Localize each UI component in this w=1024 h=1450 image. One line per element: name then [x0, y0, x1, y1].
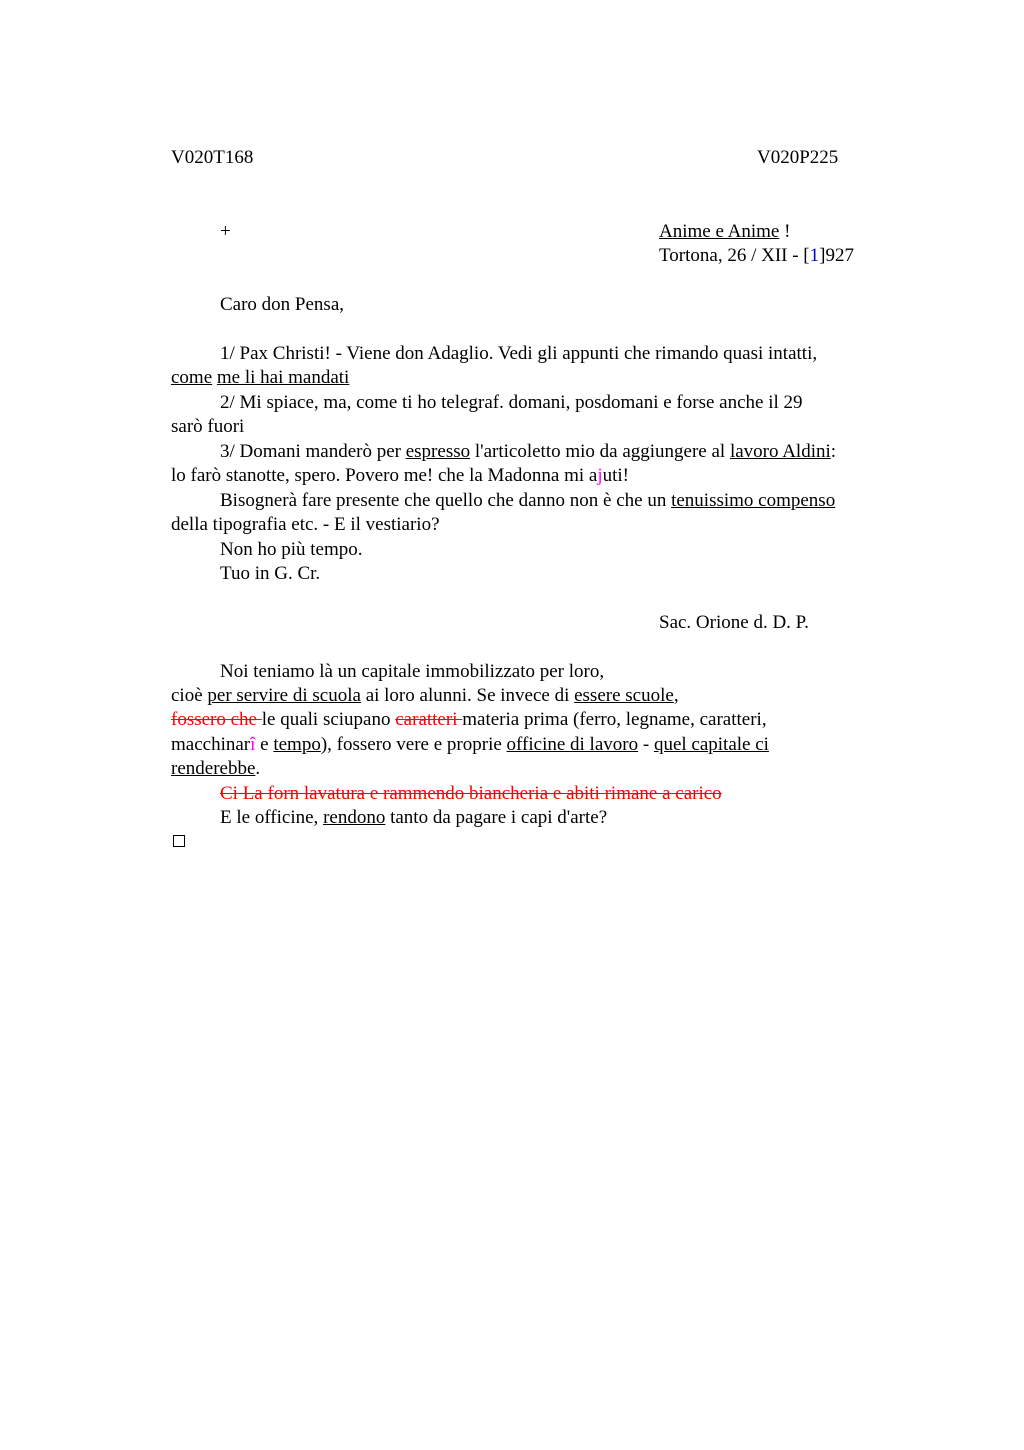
document-code-right: V020P225 — [757, 147, 839, 168]
date-editorial-digit: 1 — [809, 245, 820, 266]
postscript-line-3 — [171, 708, 767, 732]
text: : — [830, 441, 837, 462]
postscript-line-2 — [171, 684, 679, 708]
text: ), fossero vere e proprie — [320, 734, 507, 755]
text: . — [255, 758, 261, 779]
signature: Sac. Orione d. D. P. — [659, 612, 809, 633]
date-prefix: Tortona, 26 / XII - [ — [659, 245, 810, 266]
editorial-correction: j — [597, 465, 603, 486]
paragraph-1-line-2 — [171, 366, 349, 390]
document-code-left: V020T168 — [171, 147, 254, 168]
underlined-text: essere scuole — [574, 685, 674, 706]
text: - — [638, 734, 654, 755]
text: tanto da pagare i capi d'arte? — [385, 807, 608, 828]
letter-date — [659, 244, 854, 268]
cross-mark: + — [220, 221, 231, 242]
underlined-text: espresso — [405, 441, 471, 462]
text: e — [255, 734, 274, 755]
postscript-line-1: Noi teniamo là un capitale immobilizzato per loro, — [220, 661, 605, 682]
paragraph-4-line-1 — [220, 489, 835, 513]
motto-text: Anime e Anime — [659, 221, 780, 242]
underlined-text: me li hai mandati — [216, 367, 350, 388]
closing: Tuo in G. Cr. — [220, 563, 321, 584]
text: , — [673, 685, 679, 706]
text: cioè — [171, 685, 208, 706]
motto-suffix: ! — [779, 221, 791, 242]
text: 3/ Domani manderò per — [220, 441, 406, 462]
paragraph-3-line-1 — [220, 440, 836, 464]
date-suffix: ]927 — [819, 245, 854, 266]
deleted-text: caratteri — [395, 709, 463, 730]
text: lo farò stanotte, spero. Povero me! che la Madonna mi a — [171, 465, 598, 486]
postscript-line-4 — [171, 733, 769, 757]
underlined-text: tempo — [273, 734, 321, 755]
end-of-document-box-icon — [173, 835, 185, 847]
underlined-text: tenuissimo compenso — [671, 490, 836, 511]
text: le quali sciupano — [261, 709, 396, 730]
postscript-line-7 — [220, 806, 607, 830]
paragraph-4-line-2: della tipografia etc. - E il vestiario? — [171, 514, 440, 535]
paragraph-5: Non ho più tempo. — [220, 539, 363, 560]
paragraph-3-line-2 — [171, 464, 629, 488]
motto — [659, 220, 790, 244]
editorial-correction: î — [250, 734, 256, 755]
text: macchinar — [171, 734, 251, 755]
text: Bisognerà fare presente che quello che danno non è che un — [220, 490, 672, 511]
underlined-text: quel capitale ci — [653, 734, 769, 755]
paragraph-2-line-2: sarò fuori — [171, 416, 245, 437]
text: E le officine, — [220, 807, 324, 828]
text: l'articoletto mio da aggiungere al — [470, 441, 730, 462]
underlined-text: per servire di scuola — [207, 685, 361, 706]
paragraph-2-line-1: 2/ Mi spiace, ma, come ti ho telegraf. domani, posdomani e forse anche il 29 — [220, 392, 803, 413]
text: ai loro alunni. Se invece di — [360, 685, 575, 706]
underlined-text: come — [171, 367, 213, 388]
text: uti! — [602, 465, 629, 486]
postscript-line-6-deleted — [220, 782, 722, 806]
underlined-text: officine di lavoro — [506, 734, 639, 755]
underlined-text: rendono — [323, 807, 386, 828]
underlined-text: renderebbe — [171, 758, 256, 779]
deleted-text: fossero che — [171, 709, 262, 730]
salutation: Caro don Pensa, — [220, 294, 345, 315]
postscript-line-5 — [171, 757, 260, 781]
paragraph-1-line-1: 1/ Pax Christi! - Viene don Adaglio. Vedi gli appunti che rimando quasi intatti, — [220, 343, 818, 364]
underlined-text: lavoro Aldini — [729, 441, 831, 462]
text: materia prima (ferro, legname, caratteri, — [462, 709, 767, 730]
deleted-text: Ci La forn lavatura e rammendo biancheria e abiti rimane a carico — [220, 783, 722, 804]
